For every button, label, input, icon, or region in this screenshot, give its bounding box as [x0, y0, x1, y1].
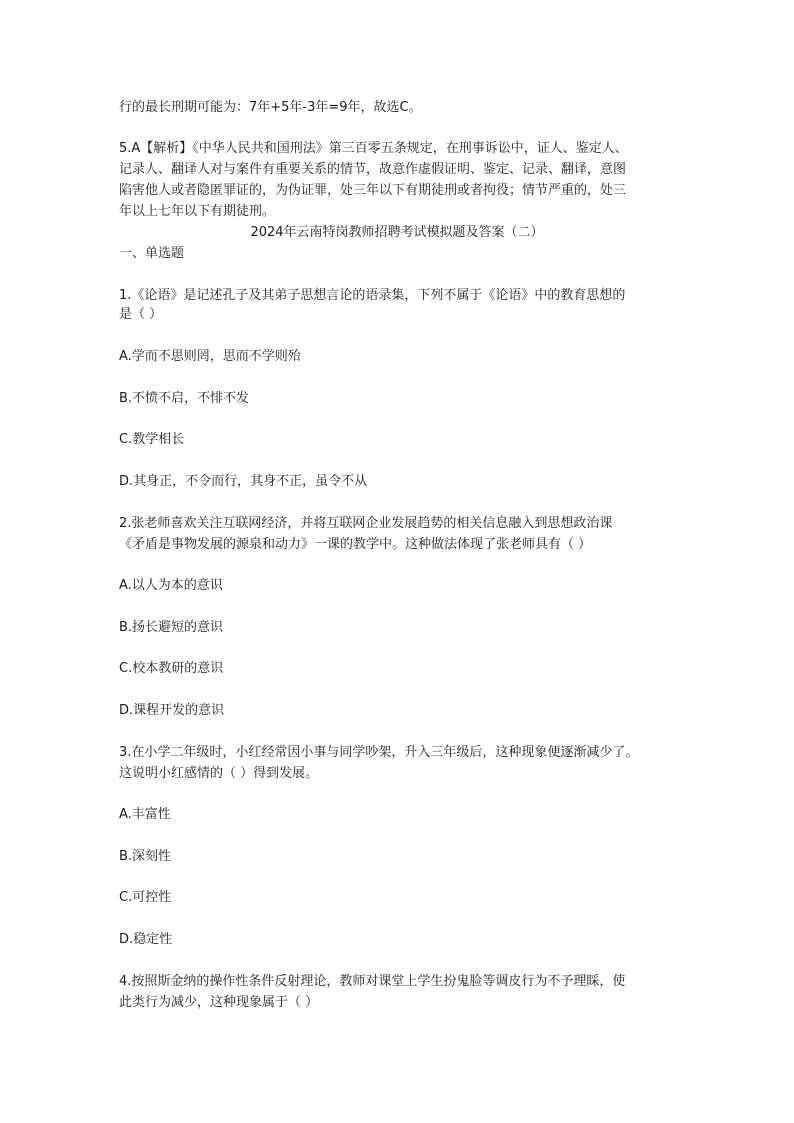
- previous-q5-line-1: 5.A【解析】《中华人民共和国刑法》第三百零五条规定，在刑事诉讼中，证人、鉴定人、: [119, 141, 628, 156]
- question-2-option-a: A.以人为本的意识: [119, 578, 223, 593]
- question-1-line-2: 是（ ）: [119, 307, 163, 322]
- question-2-option-b: B.扬长避短的意识: [119, 620, 224, 635]
- previous-answer-tail: 行的最长刑期可能为：7年+5年-3年=9年，故选C。: [119, 100, 422, 115]
- question-1-option-c: C.教学相长: [119, 432, 185, 447]
- question-2-option-d: D.课程开发的意识: [119, 703, 225, 718]
- section-heading: 一、单选题: [119, 246, 185, 261]
- question-1-option-a: A.学而不思则罔，思而不学则殆: [119, 349, 301, 364]
- question-4-line-1: 4.按照斯金纳的操作性条件反射理论，教师对课堂上学生扮鬼脸等调皮行为不予理睬，使: [119, 974, 626, 989]
- question-1-option-b: B.不愤不启，不悱不发: [119, 391, 250, 406]
- question-4-line-2: 此类行为减少，这种现象属于（ ）: [119, 995, 319, 1010]
- previous-q5-line-4: 年以上七年以下有期徒刑。: [119, 204, 276, 219]
- question-3-line-2: 这说明小红感情的（ ）得到发展。: [119, 766, 319, 781]
- previous-q5-line-3: 陷害他人或者隐匿罪证的，为伪证罪，处三年以下有期徒刑或者拘役；情节严重的，处三: [119, 183, 627, 198]
- question-1-option-d: D.其身正，不令而行，其身不正，虽令不从: [119, 474, 368, 489]
- question-2-option-c: C.校本教研的意识: [119, 661, 224, 676]
- question-3-option-b: B.深刻性: [119, 849, 172, 864]
- question-3-option-a: A.丰富性: [119, 807, 171, 822]
- question-1-line-1: 1.《论语》是记述孔子及其弟子思想言论的语录集，下列不属于《论语》中的教育思想的: [119, 288, 626, 303]
- question-3-line-1: 3.在小学二年级时，小红经常因小事与同学吵架，升入三年级后，这种现象便逐渐减少了。: [119, 745, 639, 760]
- question-3-option-c: C.可控性: [119, 890, 172, 905]
- previous-q5-line-2: 记录人、翻译人对与案件有重要关系的情节，故意作虚假证明、鉴定、记录、翻译，意图: [119, 162, 627, 177]
- question-3-option-d: D.稳定性: [119, 932, 173, 947]
- question-2-line-2: 《矛盾是事物发展的源泉和动力》一课的教学中。这种做法体现了张老师具有（ ）: [119, 537, 592, 552]
- exam-title: 2024年云南特岗教师招聘考试模拟题及答案（二）: [250, 225, 544, 240]
- question-2-line-1: 2.张老师喜欢关注互联网经济，并将互联网企业发展趋势的相关信息融入到思想政治课: [119, 516, 613, 531]
